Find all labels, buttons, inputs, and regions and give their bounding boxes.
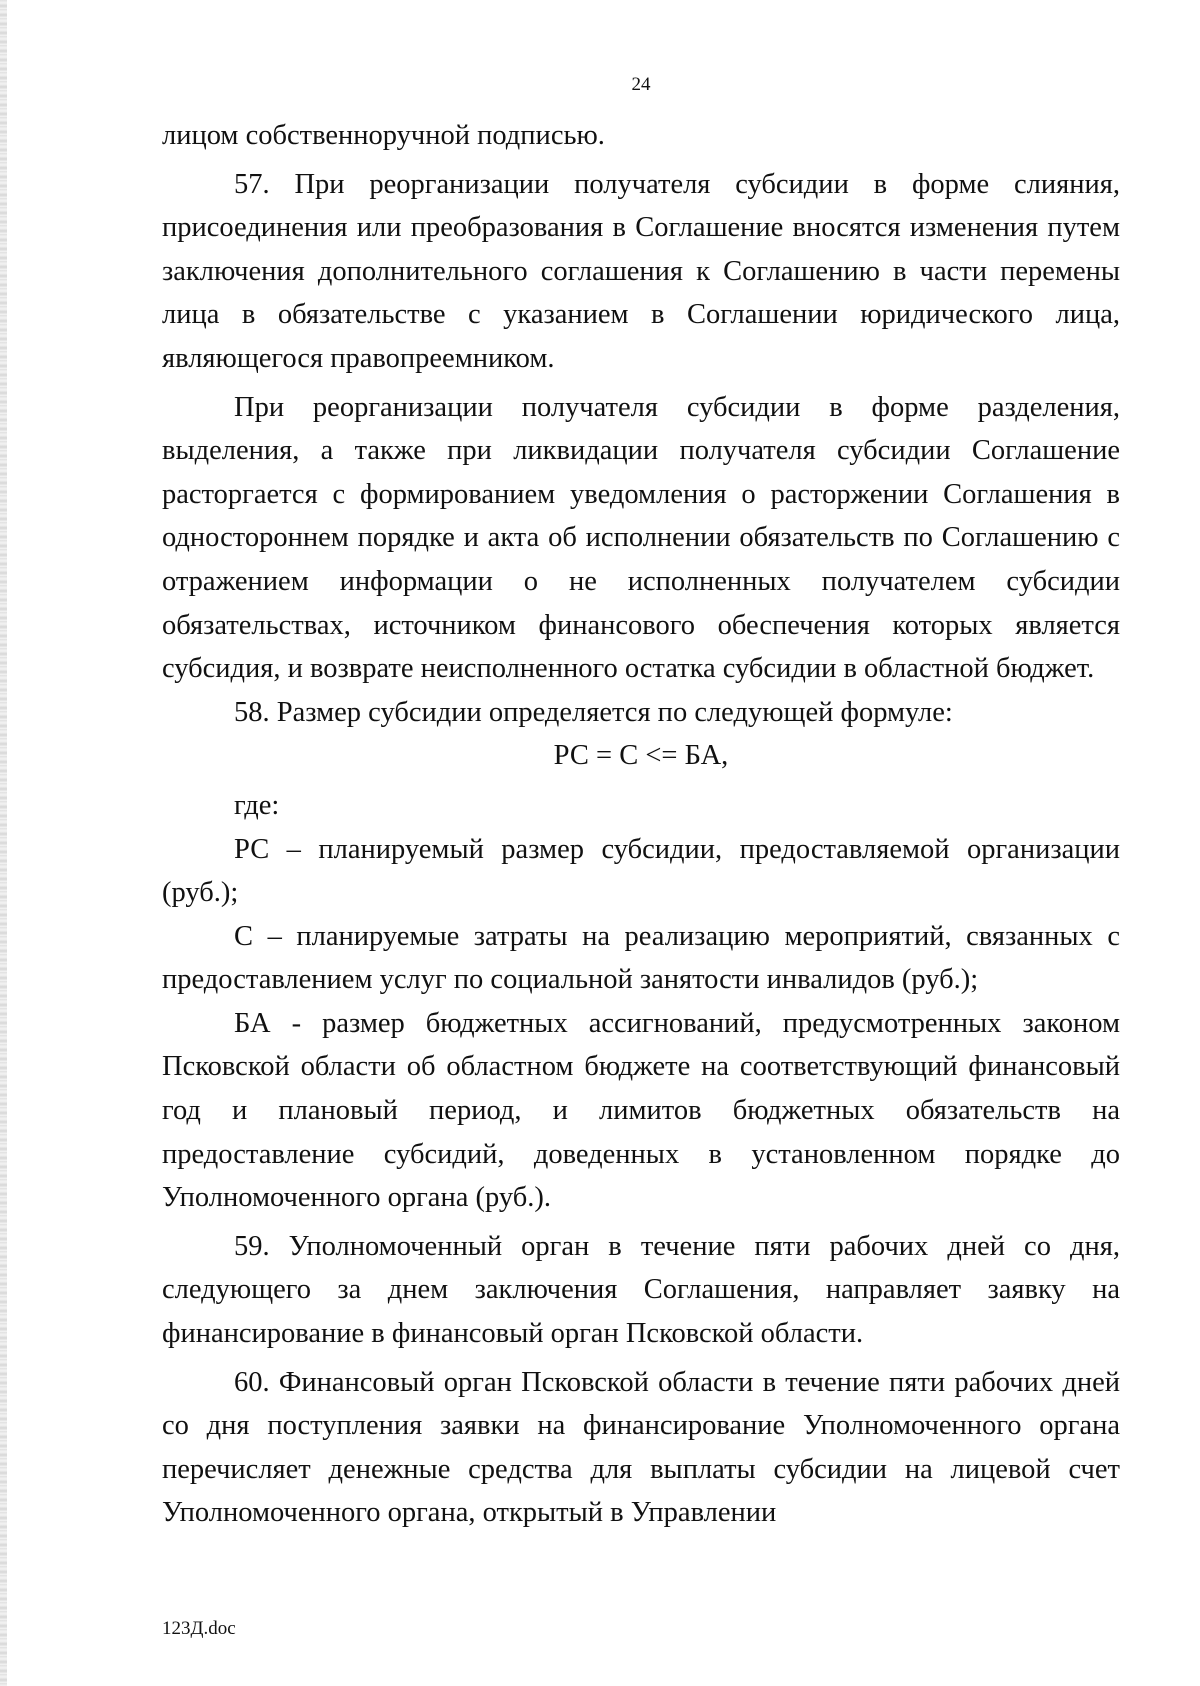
paragraph-where: где: bbox=[234, 789, 280, 821]
document-body bbox=[162, 114, 1120, 1535]
paragraph-59: 59. Уполномоченный орган в течение пяти рабочих дней со дня, следующего за днем заключения Соглашения, направляет заявку на финансирование в финансовый орган Псковской области. bbox=[162, 1230, 1120, 1350]
paragraph-continuation: лицом собственноручной подписью. bbox=[162, 120, 605, 151]
definition-rs: РС – планируемый размер субсидии, предоставляемой организации (руб.); bbox=[162, 833, 1120, 909]
definition-c: С – планируемые затраты на реализацию мероприятий, связанных с предоставлением услуг по социальной занятости инвалидов (руб.); bbox=[162, 920, 1120, 996]
page-number: 24 bbox=[631, 74, 651, 95]
paragraph-reorganization: При реорганизации получателя субсидии в форме разделения, выделения, а также при ликвидации получателя субсидии Соглашение расторгается с формированием уведомления о расторжении Соглашения в одностороннем порядке и акта об исполнении обязательств по Соглашению с отражением информации о не исполненных получателем субсидии обязательствах, источником финансового обеспечения которых является субсидия, и возврате неисполненного остатка субсидии в областной бюджет. bbox=[162, 391, 1120, 685]
scan-edge-decoration bbox=[0, 0, 7, 1686]
formula: РС = С <= БА, bbox=[553, 740, 729, 772]
paragraph-60: 60. Финансовый орган Псковской области в течение пяти рабочих дней со дня поступления заявки на финансирование Уполномоченного органа перечисляет денежные средства для выплаты субсидии на лицевой счет Уполномоченного органа, открытый в Управлении bbox=[162, 1366, 1120, 1529]
definition-ba: БА - размер бюджетных ассигнований, предусмотренных законом Псковской области об областном бюджете на соответствующий финансовый год и плановый период, и лимитов бюджетных обязательств на предоставление субсидий, доведенных в установленном порядке до Уполномоченного органа (руб.). bbox=[162, 1007, 1120, 1214]
paragraph-58: 58. Размер субсидии определяется по следующей формуле: bbox=[234, 696, 953, 728]
footer-filename: 123Д.doc bbox=[162, 1618, 236, 1639]
paragraph-57: 57. При реорганизации получателя субсидии в форме слияния, присоединения или преобразования в Соглашение вносятся изменения путем заключения дополнительного соглашения к Соглашению в части перемены лица в обязательстве с указанием в Соглашении юридического лица, являющегося правопреемником. bbox=[162, 168, 1120, 374]
